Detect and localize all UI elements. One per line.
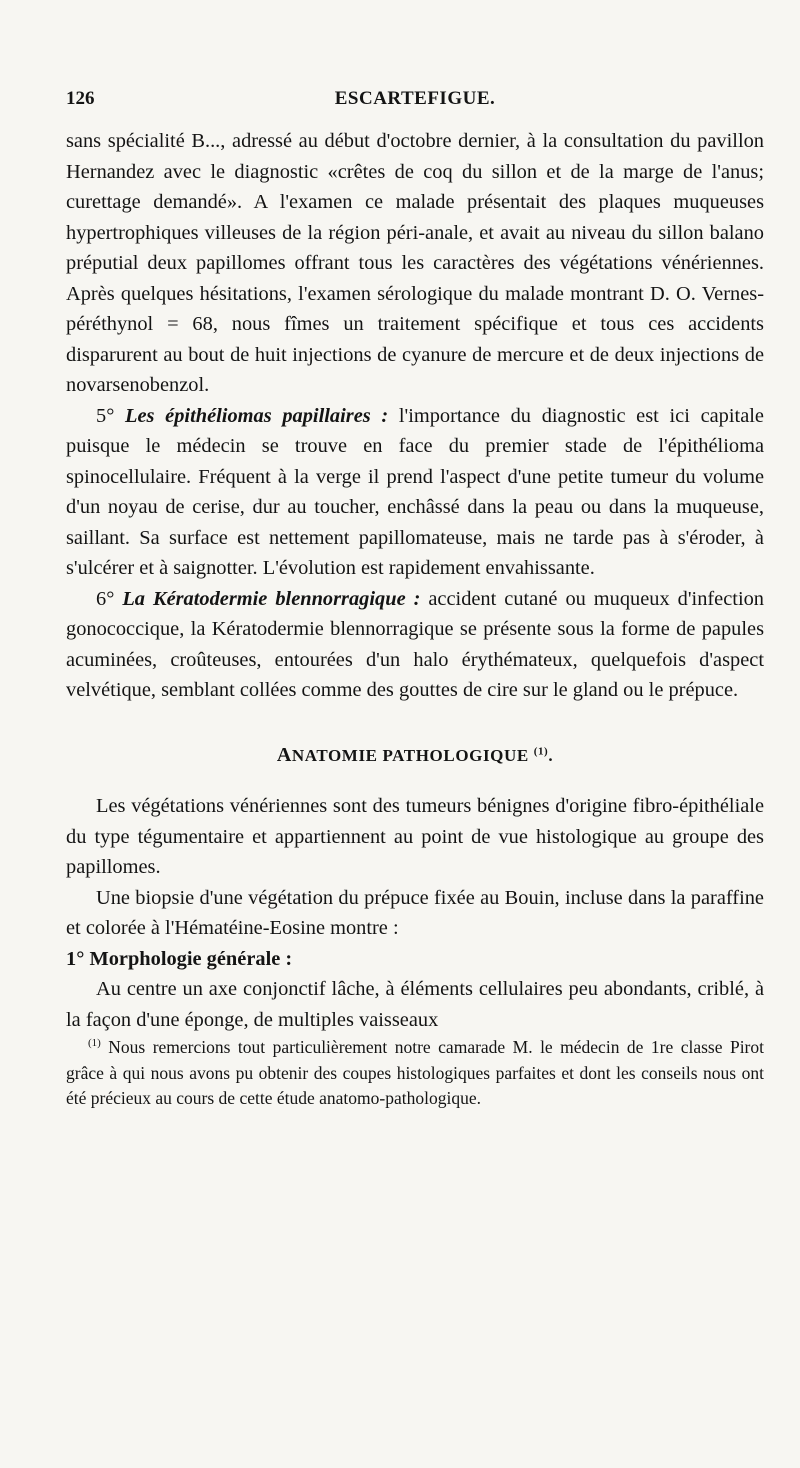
section-title-period: .: [548, 745, 554, 765]
footnote-marker: (1): [88, 1037, 101, 1050]
subheading-morphologie: 1° Morphologie générale :: [66, 947, 293, 970]
running-title: ESCARTEFIGUE.: [334, 88, 496, 109]
section-title-capital: A: [276, 743, 292, 766]
paragraph-axe-conjonctif: Au centre un axe conjonctif lâche, à éléments cellulaires peu abondants, criblé, à la façon d'une éponge, de multiples vaisseaux: [66, 978, 764, 1031]
page-header: [66, 88, 764, 118]
footnote: [66, 1035, 764, 1112]
footnote-ref: (1): [533, 744, 549, 757]
section-title-text: NATOMIE PATHOLOGIQUE: [291, 745, 529, 765]
document-page: [66, 88, 764, 1112]
item-number: 6°: [96, 587, 115, 610]
paragraph-biopsie: Une biopsie d'une végétation du prépuce fixée au Bouin, incluse dans la paraffine et colorée à l'Hématéine-Eosine montre :: [66, 886, 764, 939]
paragraph-vegetations: Les végétations vénériennes sont des tumeurs bénignes d'origine fibro-épithéliale du type tégumentaire et appartiennent au point de vue histologique au groupe des papillomes.: [66, 795, 764, 878]
item-number: 5°: [96, 404, 115, 427]
paragraph-keratodermie: [66, 584, 764, 706]
footnote-text: Nous remercions tout particulièrement notre camarade M. le médecin de 1re classe Pirot grâce à qui nous avons pu obtenir des coupes histologiques parfaites et dont les conseils nous ont été précieux au cours de cette étude anatomo-pathologique.: [66, 1037, 764, 1108]
section-title: [66, 740, 764, 772]
item-text: l'importance du diagnostic est ici capitale puisque le médecin se trouve en face du premier stade de l'épithélioma spinocellulaire. Fréquent à la verge il prend l'aspect d'une petite tumeur du volume d'un noyau de cerise, dur au toucher, enchâssé dans la peau ou dans la muqueuse, saillant. Sa surface est nettement papillomateuse, mais ne tarde pas à s'éroder, à s'ulcérer et à saignotter. L'évolution est rapidement envahissante.: [66, 404, 764, 579]
item-text: accident cutané ou muqueux d'infection gonococcique, la Kératodermie blennorragique se présente sous la forme de papules acuminées, croûteuses, entourées d'un halo érythémateux, quelquefois d'aspect velvétique, semblant collées comme des gouttes de cire sur le gland ou le prépuce.: [66, 587, 765, 701]
item-title: Les épithéliomas papillaires :: [125, 404, 389, 427]
body-text: [66, 126, 764, 1112]
page-number: 126: [66, 88, 95, 109]
item-title: La Kératodermie blennorragique :: [122, 587, 421, 610]
paragraph-epitheliomas: [66, 401, 764, 584]
paragraph-continuation: sans spécialité B..., adressé au début d'octobre dernier, à la consultation du pavillon Hernandez avec le diagnostic «crêtes de coq du sillon et de la marge de l'anus; curettage demandé». A l'examen ce malade présentait des plaques muqueuses hypertrophiques villeuses de la région péri-anale, et avait au niveau du sillon balano préputial deux papillomes offrant tous les caractères des végétations vénériennes. Après quelques hésitations, l'examen sérologique du malade montrant D. O. Vernes-péréthynol = 68, nous fîmes un traitement spécifique et tous ces accidents disparurent au bout de huit injections de cyanure de mercure et de deux injections de novarsenobenzol.: [66, 130, 764, 396]
